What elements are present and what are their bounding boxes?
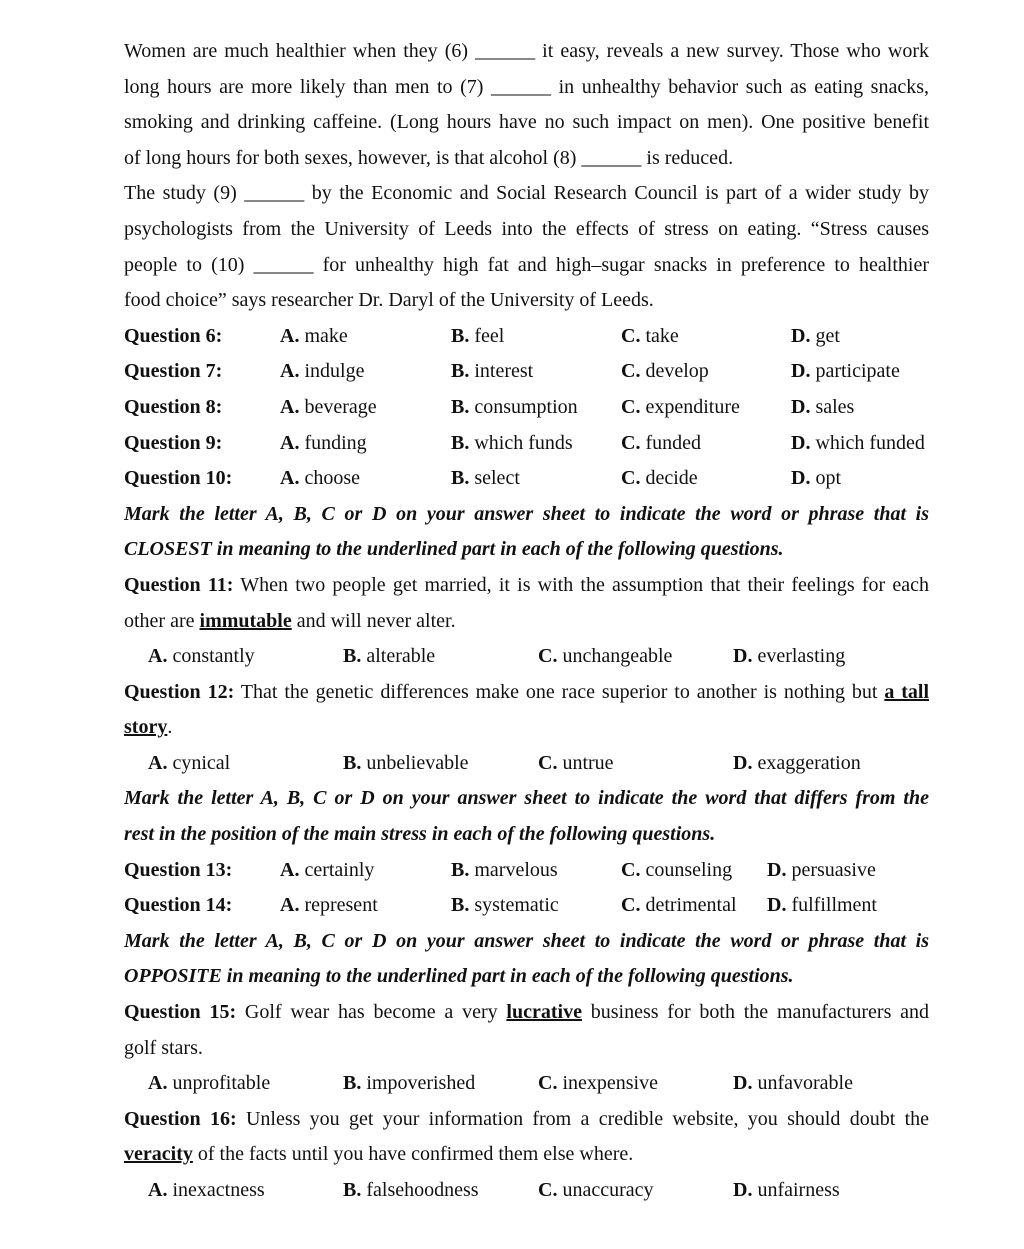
question-row xyxy=(124,426,929,462)
option-b[interactable]: B. select xyxy=(451,467,520,490)
passage-line: psychologists from the University of Leeds into the effects of stress on eating. “Stress causes xyxy=(124,217,929,240)
question-label: Question 12: xyxy=(124,680,235,703)
question-15-line2: golf stars. xyxy=(124,1036,203,1059)
question-16-line2: veracity of the facts until you have confirmed them else where. xyxy=(124,1143,634,1166)
instruction-stress-line2: rest in the position of the main stress in each of the following questions. xyxy=(124,823,716,846)
passage-line: long hours are more likely than men to (7) ______ in unhealthy behavior such as eating snacks, xyxy=(124,75,929,98)
underlined-word: a tall xyxy=(884,680,929,703)
option-b[interactable]: B. alterable xyxy=(343,645,436,668)
option-b[interactable]: B. impoverished xyxy=(343,1072,476,1095)
option-c[interactable]: C. unchangeable xyxy=(538,645,673,668)
question-16-line1: Question 16: Unless you get your information from a credible website, you should doubt the xyxy=(124,1107,929,1130)
question-label: Question 16: xyxy=(124,1107,237,1130)
question-11-line1: Question 11: When two people get married, it is with the assumption that their feelings for each xyxy=(124,573,929,596)
question-16-options xyxy=(124,1173,929,1209)
option-a[interactable]: A. indulge xyxy=(280,360,365,383)
option-c[interactable]: C. develop xyxy=(621,360,709,383)
underlined-word: lucrative xyxy=(506,1001,582,1024)
instruction-closest: Mark the letter A, B, C or D on your answer sheet to indicate the word or phrase that is xyxy=(124,502,929,525)
question-label: Question 10: xyxy=(124,467,233,490)
instruction-opposite: Mark the letter A, B, C or D on your answer sheet to indicate the word or phrase that is xyxy=(124,929,929,952)
option-a[interactable]: A. make xyxy=(280,324,348,347)
passage-line: food choice” says researcher Dr. Daryl of the University of Leeds. xyxy=(124,289,654,312)
question-label: Question 9: xyxy=(124,431,223,454)
question-12-line1: Question 12: That the genetic differences make one race superior to another is nothing but a tall xyxy=(124,680,929,703)
question-row xyxy=(124,888,929,924)
option-b[interactable]: B. marvelous xyxy=(451,858,558,881)
option-d[interactable]: D. unfairness xyxy=(733,1179,840,1201)
question-12-options xyxy=(124,746,929,782)
option-d[interactable]: D. fulfillment xyxy=(767,894,877,917)
option-a[interactable]: A. certainly xyxy=(280,858,375,881)
question-label: Question 13: xyxy=(124,858,233,881)
option-a[interactable]: A. choose xyxy=(280,467,360,490)
question-row xyxy=(124,319,929,355)
passage-line: Women are much healthier when they (6) ______ it easy, reveals a new survey. Those who work xyxy=(124,40,929,62)
option-c[interactable]: C. funded xyxy=(621,431,701,454)
option-a[interactable]: A. inexactness xyxy=(148,1179,265,1201)
question-label: Question 6: xyxy=(124,324,223,347)
option-a[interactable]: A. constantly xyxy=(148,645,255,668)
question-label: Question 11: xyxy=(124,573,234,596)
option-c[interactable]: C. untrue xyxy=(538,751,614,774)
option-c[interactable]: C. expenditure xyxy=(621,395,740,418)
question-row xyxy=(124,354,929,390)
option-d[interactable]: D. opt xyxy=(791,467,842,490)
question-row xyxy=(124,853,929,889)
question-label: Question 14: xyxy=(124,894,233,917)
option-c[interactable]: C. inexpensive xyxy=(538,1072,658,1095)
question-row xyxy=(124,390,929,426)
question-15-options xyxy=(124,1066,929,1102)
passage-line: The study (9) ______ by the Economic and Social Research Council is part of a wider study by xyxy=(124,182,929,205)
option-b[interactable]: B. which funds xyxy=(451,431,573,454)
question-label: Question 8: xyxy=(124,395,223,418)
option-d[interactable]: D. exaggeration xyxy=(733,751,861,774)
option-b[interactable]: B. unbelievable xyxy=(343,751,469,774)
question-row xyxy=(124,461,929,497)
option-c[interactable]: C. unaccuracy xyxy=(538,1179,654,1201)
option-b[interactable]: B. feel xyxy=(451,324,505,347)
option-c[interactable]: C. decide xyxy=(621,467,698,490)
option-a[interactable]: A. beverage xyxy=(280,395,377,418)
document-page xyxy=(124,34,929,1209)
option-a[interactable]: A. funding xyxy=(280,431,367,454)
option-d[interactable]: D. participate xyxy=(791,360,900,383)
underlined-word: veracity xyxy=(124,1143,193,1166)
option-d[interactable]: D. which funded xyxy=(791,431,925,454)
passage xyxy=(124,34,929,319)
option-b[interactable]: B. systematic xyxy=(451,894,559,917)
passage-line: people to (10) ______ for unhealthy high fat and high–sugar snacks in preference to healthier xyxy=(124,253,929,276)
question-label: Question 7: xyxy=(124,360,223,383)
instruction-closest-line2: CLOSEST in meaning to the underlined part in each of the following questions. xyxy=(124,538,784,561)
option-b[interactable]: B. interest xyxy=(451,360,534,383)
question-15-line1: Question 15: Golf wear has become a very lucrative business for both the manufacturers and xyxy=(124,1001,929,1024)
option-a[interactable]: A. cynical xyxy=(148,751,231,774)
option-b[interactable]: B. consumption xyxy=(451,395,578,418)
option-c[interactable]: C. detrimental xyxy=(621,894,737,917)
passage-line: smoking and drinking caffeine. (Long hours have no such impact on men). One positive benefit xyxy=(124,111,929,134)
question-11-line2: other are immutable and will never alter. xyxy=(124,609,456,632)
option-a[interactable]: A. represent xyxy=(280,894,378,917)
option-a[interactable]: A. unprofitable xyxy=(148,1072,271,1095)
passage-line: of long hours for both sexes, however, is that alcohol (8) ______ is reduced. xyxy=(124,146,734,169)
question-12-line2: story. xyxy=(124,716,173,739)
option-c[interactable]: C. take xyxy=(621,324,679,347)
option-b[interactable]: B. falsehoodness xyxy=(343,1179,479,1201)
option-d[interactable]: D. sales xyxy=(791,395,855,418)
question-11-options xyxy=(124,639,929,675)
underlined-word: immutable xyxy=(199,609,292,632)
option-d[interactable]: D. unfavorable xyxy=(733,1072,853,1095)
option-d[interactable]: D. persuasive xyxy=(767,858,876,881)
option-d[interactable]: D. get xyxy=(791,324,840,347)
instruction-opposite-line2: OPPOSITE in meaning to the underlined part in each of the following questions. xyxy=(124,965,794,988)
option-d[interactable]: D. everlasting xyxy=(733,645,846,668)
instruction-stress: Mark the letter A, B, C or D on your answer sheet to indicate the word that differs from the xyxy=(124,787,929,810)
option-c[interactable]: C. counseling xyxy=(621,858,733,881)
question-label: Question 15: xyxy=(124,1001,237,1024)
underlined-word: story xyxy=(124,716,168,739)
